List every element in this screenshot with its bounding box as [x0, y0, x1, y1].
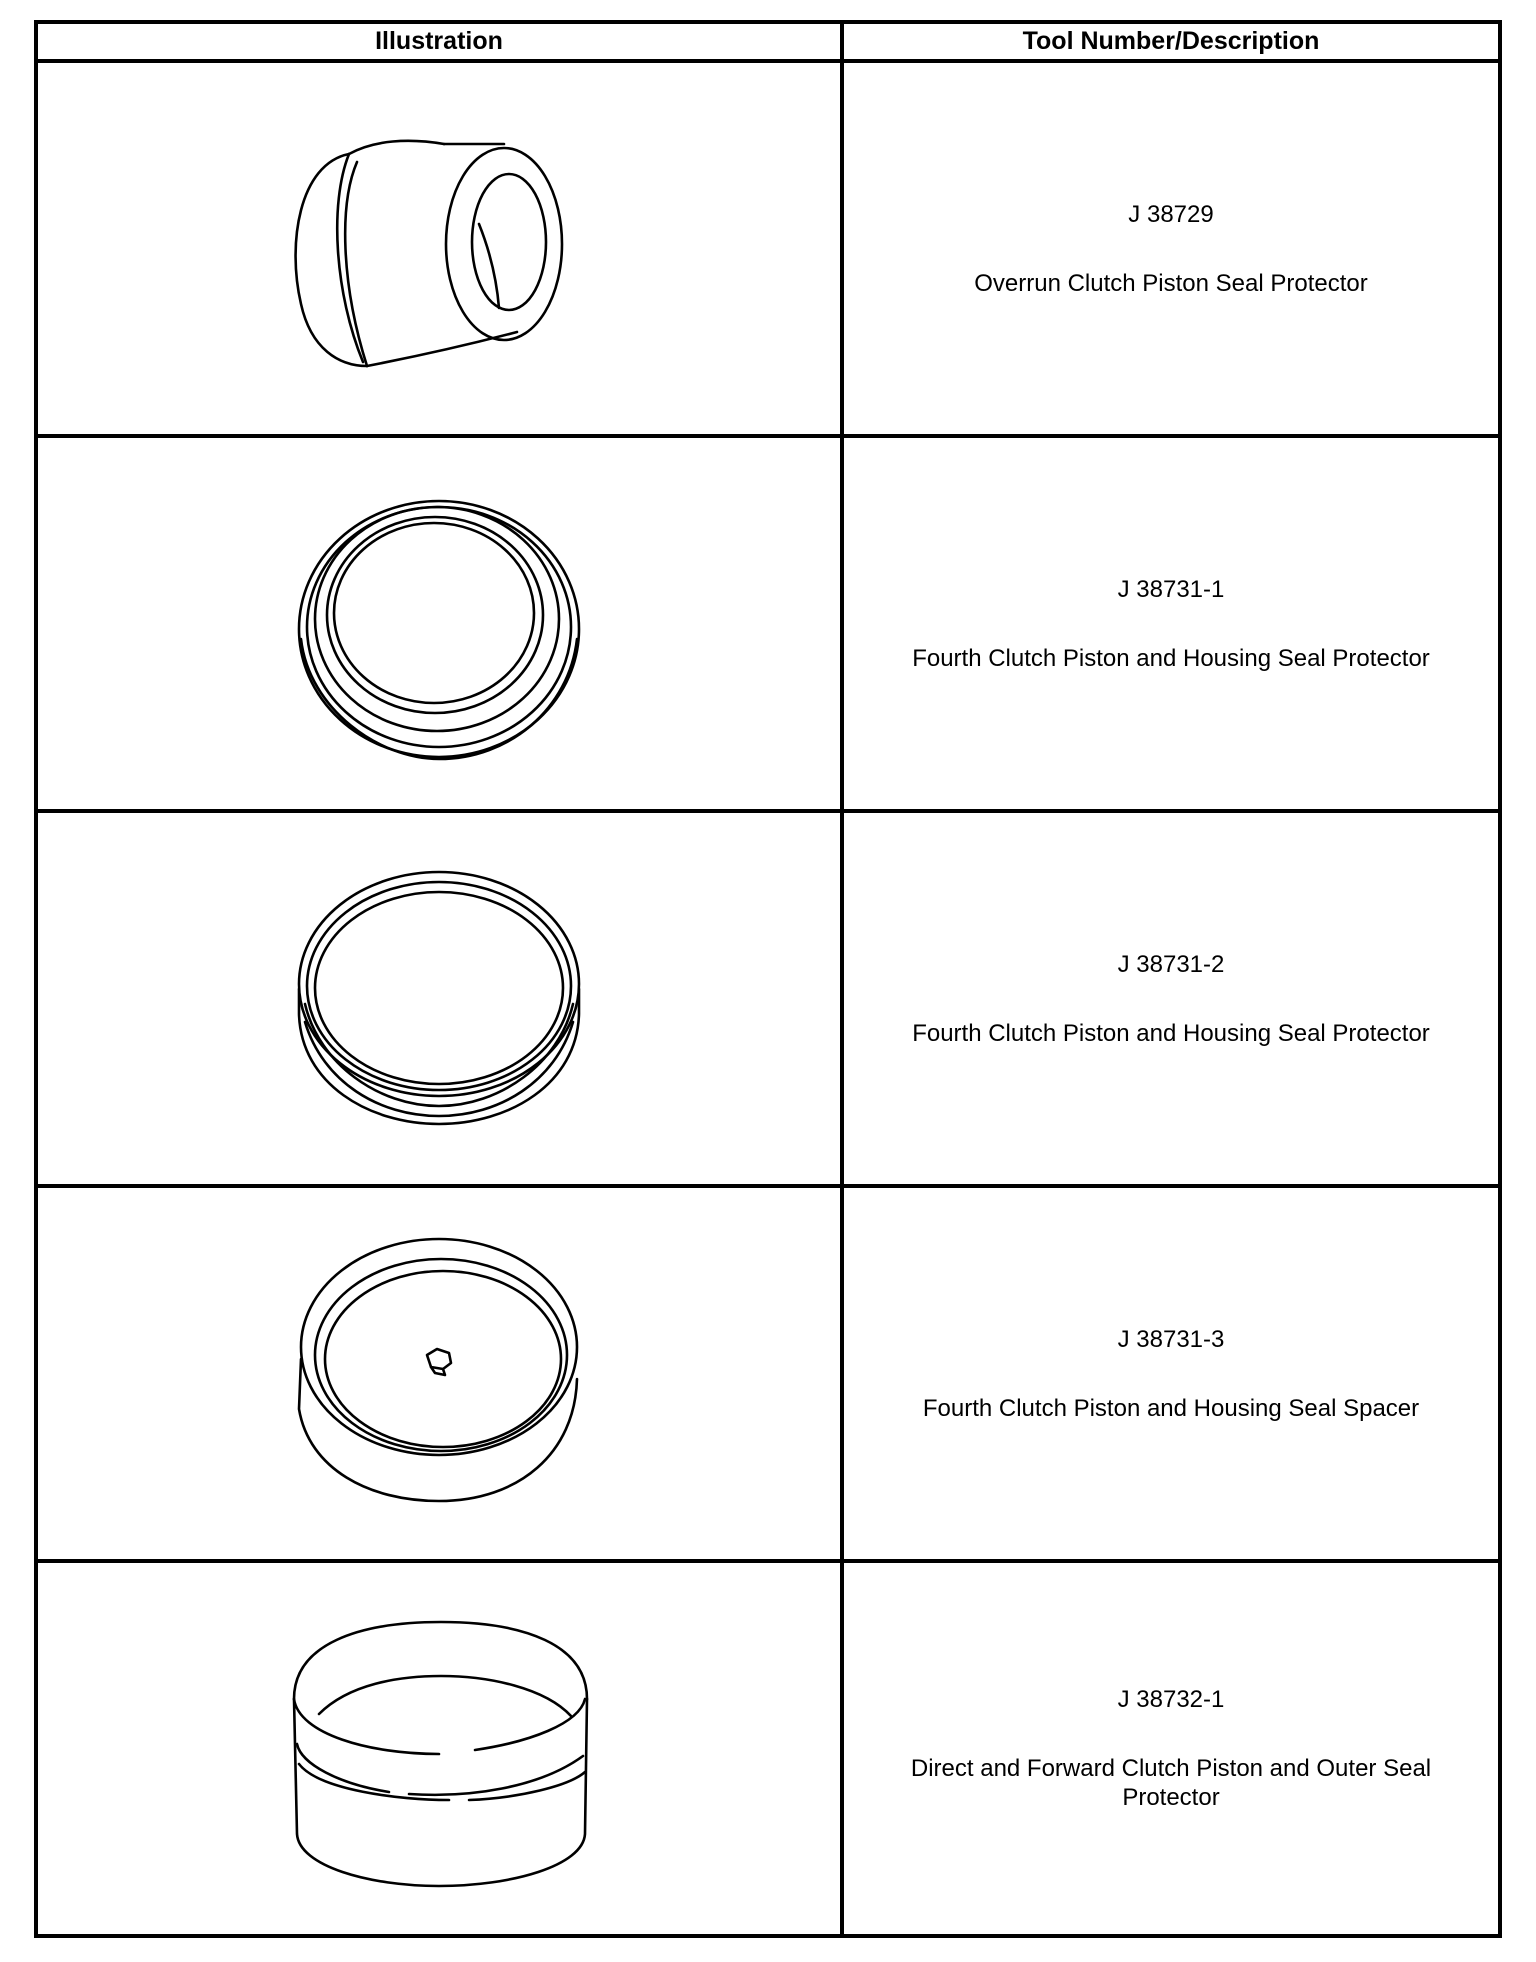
illustration-cell: [36, 811, 842, 1186]
tool-description: Fourth Clutch Piston and Housing Seal Spacer: [922, 1394, 1420, 1422]
fourth-clutch-seal-spacer-icon: [279, 1229, 599, 1519]
tool-description: Fourth Clutch Piston and Housing Seal Protector: [912, 644, 1430, 672]
direct-forward-clutch-seal-protector-icon: [279, 1604, 599, 1894]
tool-number: J 38731-2: [1117, 950, 1225, 978]
tool-cell: [842, 1186, 1500, 1561]
table-row: [36, 61, 1500, 436]
illustration-cell: [36, 1186, 842, 1561]
tool-number: J 38731-1: [1117, 575, 1225, 603]
table-row: [36, 436, 1500, 811]
table-row: [36, 1561, 1500, 1936]
special-tools-table: [34, 20, 1502, 1938]
illustration-cell: [36, 436, 842, 811]
tool-cell: [842, 436, 1500, 811]
fourth-clutch-seal-protector-2-icon: [279, 854, 599, 1144]
illustration-cell: [36, 61, 842, 436]
tool-description: Overrun Clutch Piston Seal Protector: [974, 269, 1368, 297]
tool-cell: [842, 811, 1500, 1186]
fourth-clutch-seal-protector-icon: [279, 479, 599, 769]
tool-number: J 38731-3: [1117, 1325, 1225, 1353]
tool-cell: [842, 1561, 1500, 1936]
illustration-header: Illustration: [36, 22, 842, 61]
tool-header: Tool Number/Description: [842, 22, 1500, 61]
tool-description: Direct and Forward Clutch Piston and Outer Seal Protector: [910, 1755, 1432, 1811]
header-row: [36, 22, 1500, 61]
table-row: [36, 1186, 1500, 1561]
tool-number: J 38732-1: [1117, 1686, 1225, 1713]
tool-description: Fourth Clutch Piston and Housing Seal Protector: [912, 1019, 1430, 1047]
illustration-cell: [36, 1561, 842, 1936]
overrun-seal-protector-icon: [279, 104, 599, 394]
table-row: [36, 811, 1500, 1186]
tool-cell: [842, 61, 1500, 436]
tool-number: J 38729: [1128, 200, 1214, 228]
